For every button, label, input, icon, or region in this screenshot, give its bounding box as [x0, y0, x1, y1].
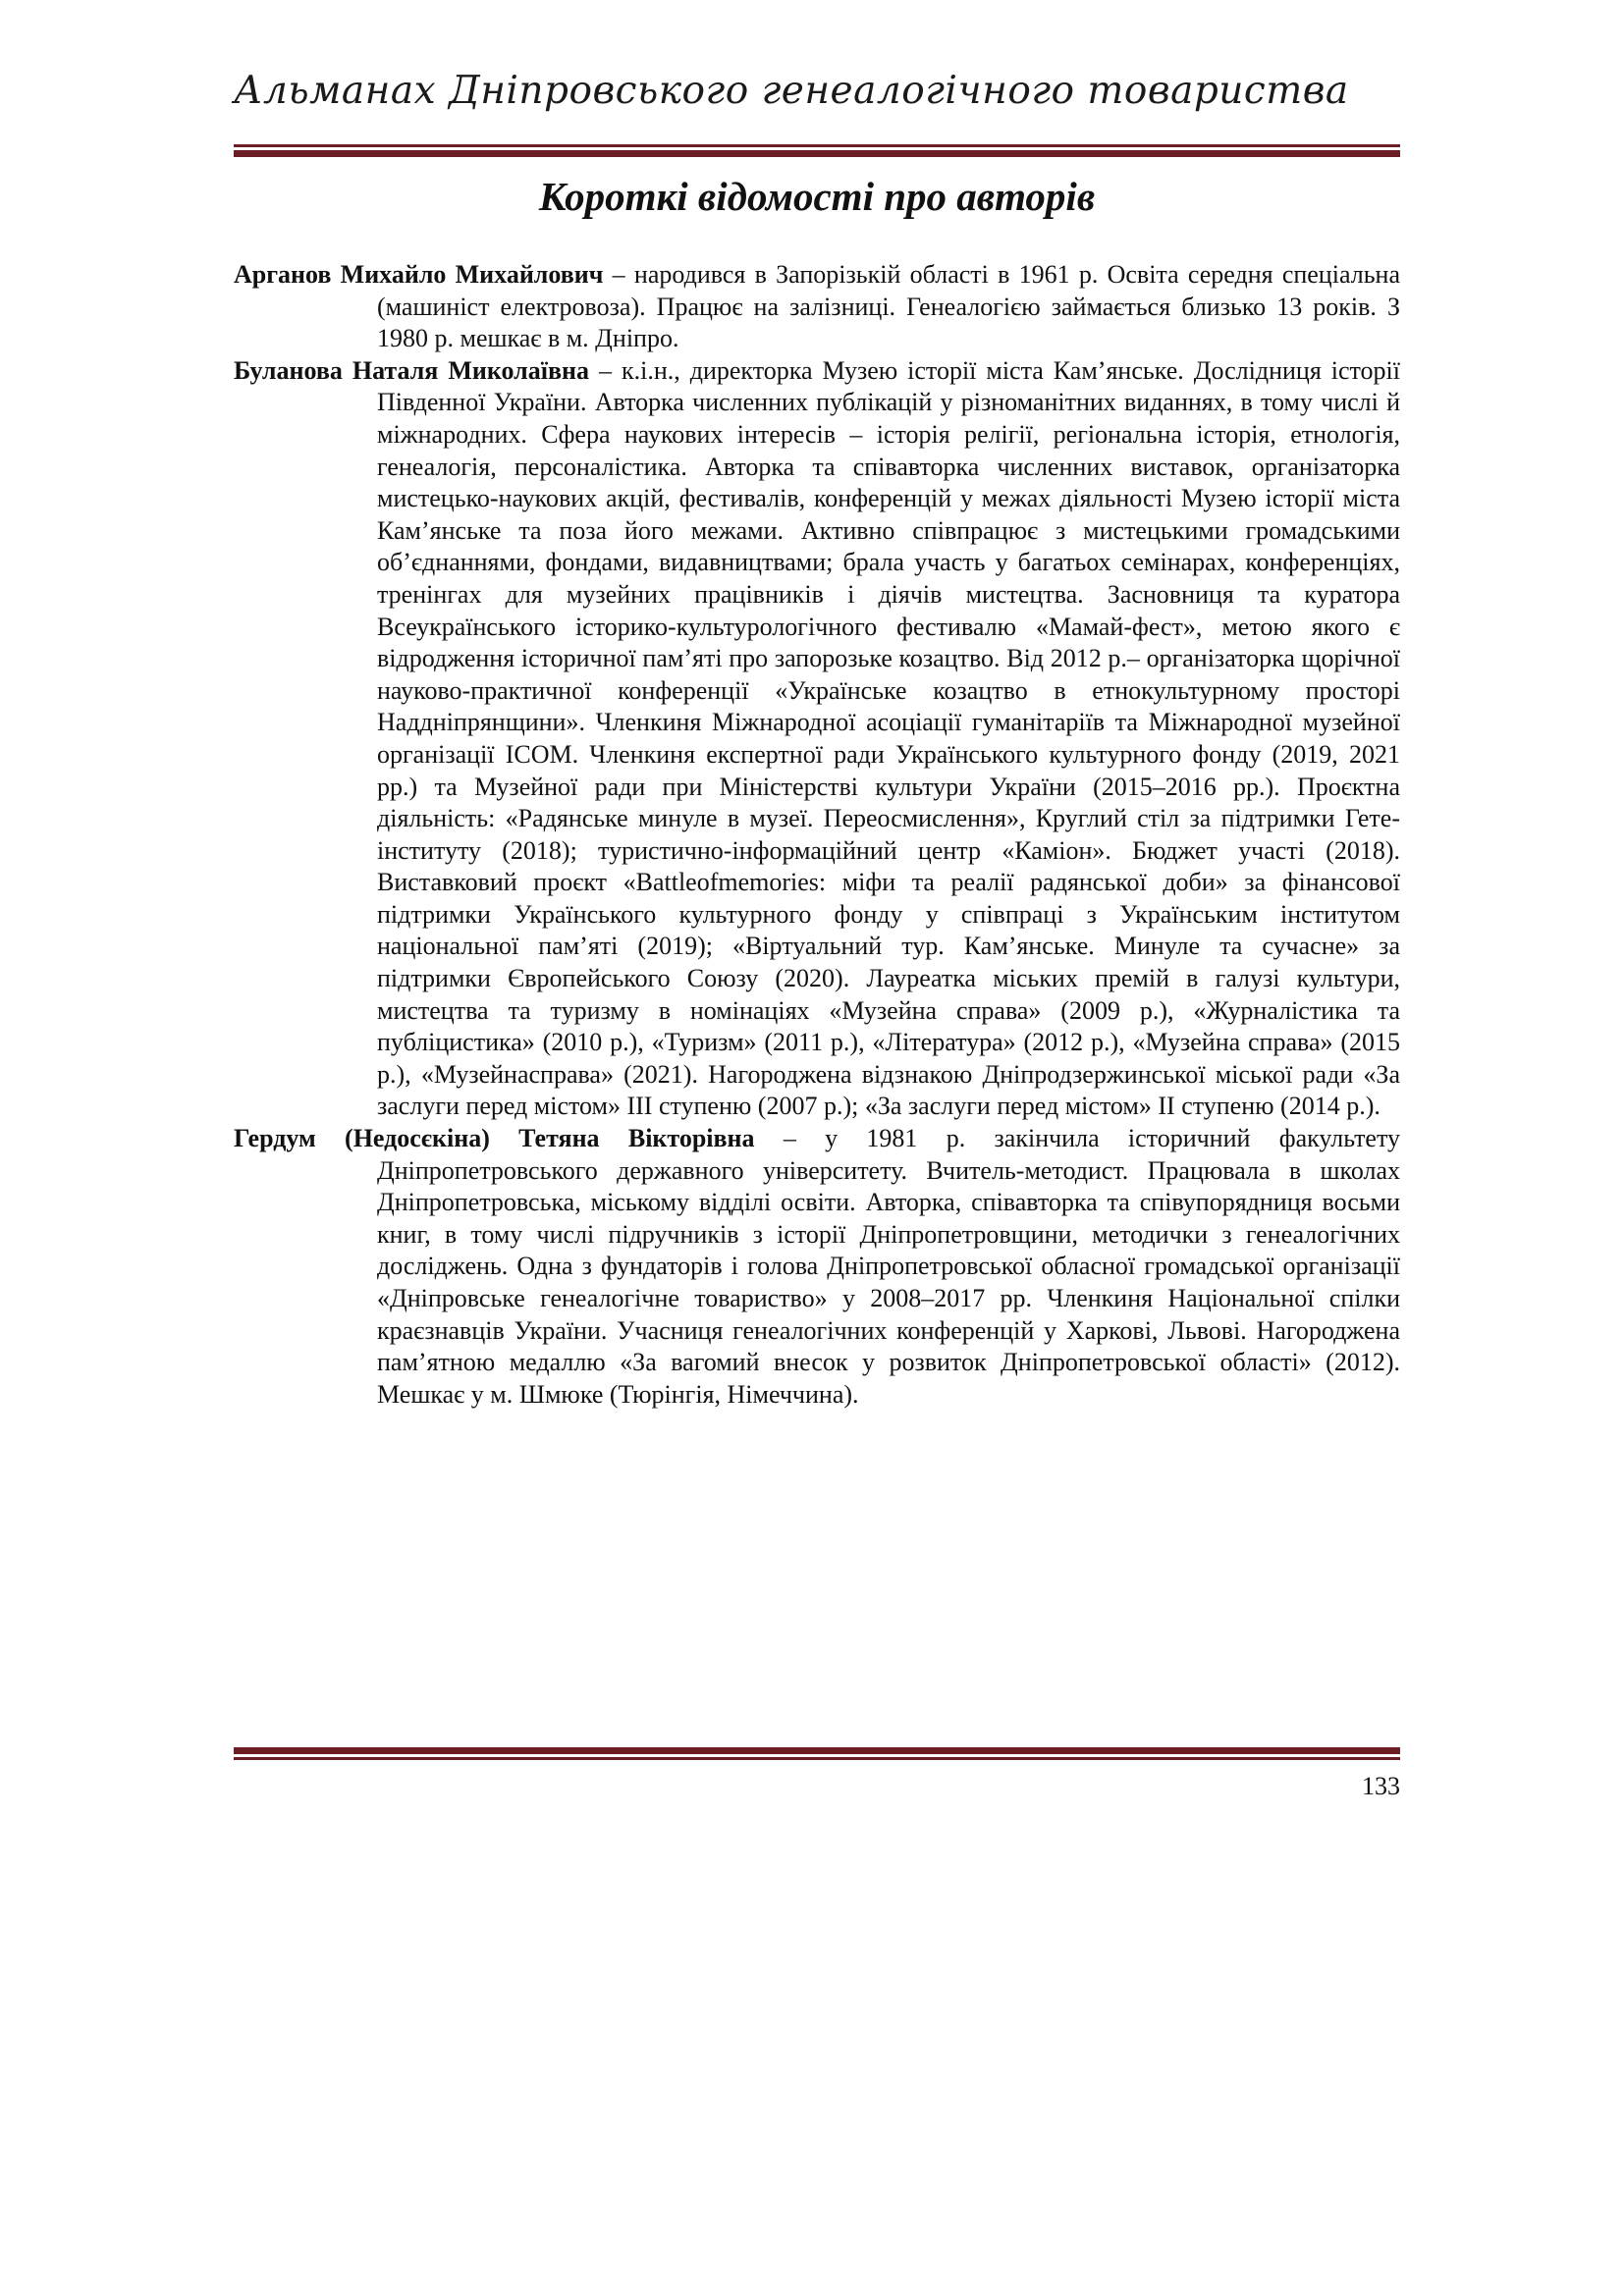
- author-name: Арганов Михайло Михайлович: [234, 260, 604, 289]
- header-divider-thick-line: [234, 150, 1400, 157]
- author-bio: – народився в Запорізькій області в 1961 р. Освіта середня спеціальна (машиніст електровоза). Працює на залізниці. Генеалогією займається близько 13 років. З 1980 р. мешкає в м. Дніпро.: [377, 260, 1401, 353]
- header-divider-thin-line: [234, 144, 1400, 147]
- footer-divider: [234, 1747, 1400, 1760]
- author-bio: – к.і.н., директорка Музею історії міста Кам’янське. Дослідниця історії Південної України. Авторка численних публікацій у різноманітних виданнях, в тому числі й міжнародних. Сфера наукових інтересів – історія релігії, регіональна історія, етнологія, генеалогія, персоналістика. Авторка та співавторка численних виставок, організаторка мистецько-наукових акцій, фестивалів, конференцій у межах діяльності Музею історії міста Кам’янське та поза його межами. Активно співпрацює з мистецькими громадськими об’єднаннями, фондами, видавництвами; брала участь у багатьох семінарах, конференціях, тренінгах для музейних працівників і діячів мистецтва. Засновниця та куратора Всеукраїнського історико-культурологічного фестивалю «Мамай-фест», метою якого є відродження історичної пам’яті про запорозьке козацтво. Від 2012 р.– організаторка щорічної науково-практичної конференції «Українське козацтво в етнокультурному просторі Наддніпрянщини». Членкиня Міжнародної асоціації гуманітаріїв та Міжнародної музейної організації ICOM. Членкиня експертної ради Українського культурного фонду (2019, 2021 рр.) та Музейної ради при Міністерстві культури України (2015–2016 рр.). Проєктна діяльність: «Радянське минуле в музеї. Переосмислення», Круглий стіл за підтримки Гете-інституту (2018); туристично-інформаційний центр «Каміон». Бюджет участі (2018). Виставковий проєкт «Battleofmemories: міфи та реалії радянської доби» за фінансової підтримки Українського культурного фонду у співпраці з Українським інститутом національної пам’яті (2019); «Віртуальний тур. Кам’янське. Минуле та сучасне» за підтримки Європейського Союзу (2020). Лауреатка міських премій в галузі культури, мистецтва та туризму в номінаціях «Музейна справа» (2009 р.), «Журналістика та публіцистика» (2010 р.), «Туризм» (2011 р.), «Література» (2012 р.), «Музейна справа» (2015 р.), «Музейнасправа» (2021). Нагороджена відзнакою Дніпродзержинської міської ради «За заслуги перед містом» ІІІ ступеню (2007 р.); «За заслуги перед містом» ІІ ступеню (2014 р.).: [377, 355, 1400, 1121]
- author-bio: – у 1981 р. закінчила історичний факультету Дніпропетровського державного університету. Вчитель-методист. Працювала в школах Дніпропетровська, міському відділі освіти. Авторка, співавторка та співупорядниця восьми книг, в тому числі підручників з історії Дніпропетровщини, методички з генеалогічних досліджень. Одна з фундаторів і голова Дніпропетровської обласної громадської організації «Дніпровське генеалогічне товариство» у 2008–2017 рр. Членкиня Національної спілки краєзнавців України. Учасниця генеалогічних конференцій у Харкові, Львові. Нагороджена пам’ятною медаллю «За вагомий внесок у розвиток Дніпропетровської області» (2012). Мешкає у м. Шмюке (Тюрінгія, Німеччина).: [377, 1124, 1400, 1409]
- footer-divider-thick-line: [234, 1747, 1400, 1754]
- author-entries: [234, 259, 1400, 1411]
- page-number: 133: [1362, 1772, 1400, 1800]
- section-title: Короткі відомості про авторів: [538, 174, 1096, 219]
- author-name: Буланова Наталя Миколаївна: [234, 355, 589, 385]
- author-entry: [234, 355, 1400, 1123]
- author-name: Гердум (Недосєкіна) Тетяна Вікторівна: [234, 1124, 755, 1153]
- author-entry: [234, 1123, 1400, 1411]
- author-entry: [234, 259, 1400, 355]
- header-divider: [234, 144, 1400, 157]
- footer-divider-thin-line: [234, 1757, 1400, 1760]
- running-header-title: Альманах Дніпровського генеалогічного товариства: [234, 69, 1349, 113]
